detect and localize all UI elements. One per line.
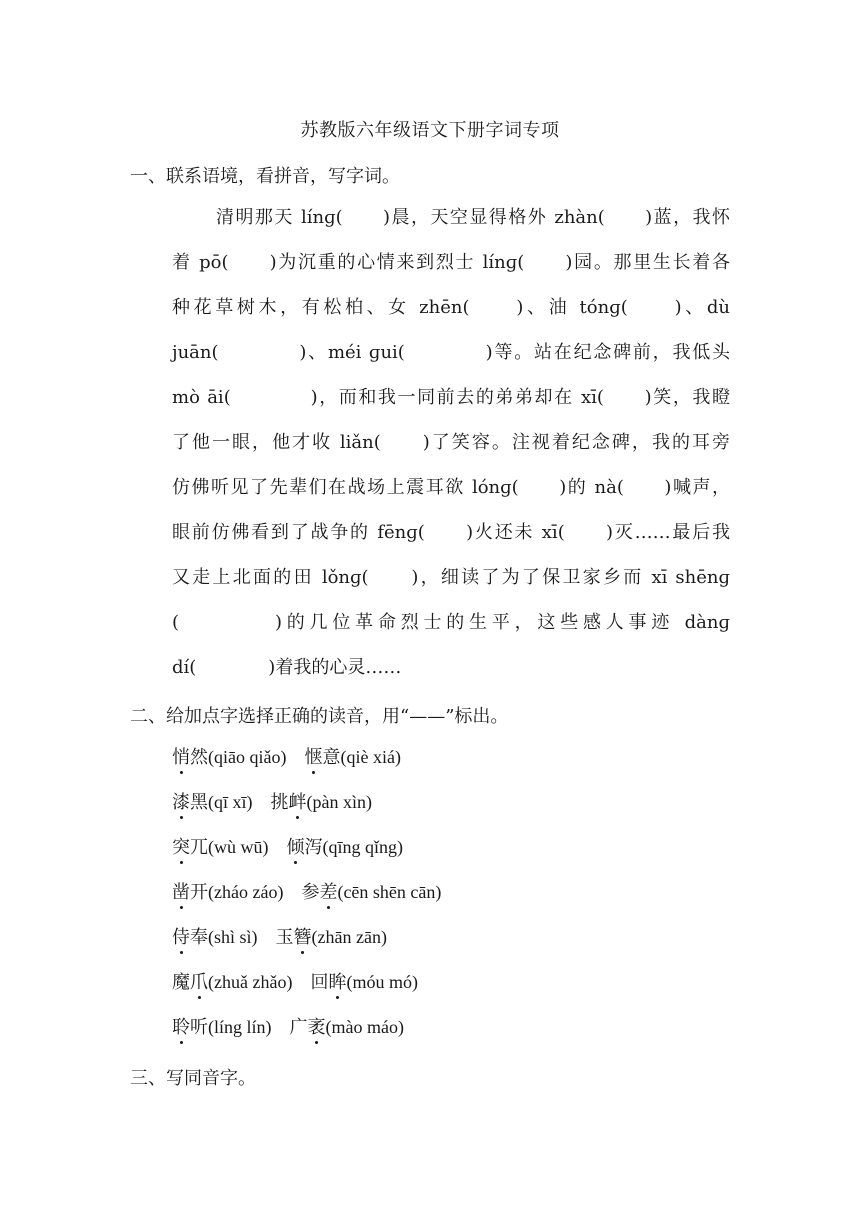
passage-line: 清明那天 línɡ( )晨，天空显得格外 zhàn( )蓝，我怀 [216, 207, 730, 228]
passage-line: 又走上北面的田 lǒnɡ( )，细读了为了保卫家乡而 xī shēnɡ [172, 567, 730, 588]
dotted-word-item [172, 923, 258, 949]
dotted-char: 衅 [289, 788, 307, 814]
passage-line: 着 pō( )为沉重的心情来到烈士 línɡ( )园。那里生长着各 [172, 252, 730, 273]
pinyin-options: (zhuǎ zhǎo) [208, 972, 293, 992]
word-part: 开 [190, 882, 208, 902]
dotted-word-item [304, 743, 400, 769]
word-part: 广 [289, 1017, 308, 1037]
dotted-word-item [172, 968, 292, 994]
dotted-word-item [172, 743, 286, 769]
dotted-char: 惬 [304, 743, 322, 769]
word-row [172, 968, 436, 994]
section1-heading: 一、联系语境，看拼音，写字词。 [130, 166, 400, 187]
passage-line: 仿佛听见了先辈们在战场上震耳欲 lónɡ( )的 nà( )喊声， [172, 477, 730, 498]
word-part: 回 [310, 972, 329, 992]
word-part: 玉 [275, 927, 294, 947]
dotted-word-item [271, 788, 372, 814]
dotted-char: 倾 [287, 833, 305, 859]
dotted-char: 聆 [172, 1013, 190, 1039]
section2-heading: 二、给加点字选择正确的读音，用“——”标出。 [130, 706, 509, 727]
word-part: 意 [322, 747, 341, 767]
dotted-char: 侍 [172, 923, 190, 949]
dotted-char: 簪 [294, 923, 312, 949]
dotted-char: 爪 [190, 968, 208, 994]
word-part: 魔 [172, 972, 190, 992]
pinyin-options: (pàn xìn) [306, 792, 372, 812]
pinyin-options: (wù wū) [208, 837, 269, 857]
dotted-char: 差 [319, 878, 337, 904]
word-row [172, 923, 405, 949]
dotted-word-item [172, 788, 253, 814]
dotted-word-item [301, 878, 441, 904]
word-part: 泻 [304, 837, 323, 857]
dotted-char: 漆 [172, 788, 190, 814]
pinyin-options: (qiāo qiǎo) [208, 747, 287, 767]
dotted-word-item [287, 833, 404, 859]
word-row [172, 743, 419, 769]
dotted-word-item [172, 833, 269, 859]
passage-line: ( )的几位革命烈士的生平，这些感人事迹 dànɡ [172, 612, 730, 633]
word-part: 挑 [270, 792, 289, 812]
pinyin-options: (móu mó) [346, 972, 418, 992]
word-part: 兀 [190, 837, 208, 857]
word-row [172, 833, 421, 859]
dotted-char: 凿 [172, 878, 190, 904]
word-part: 奉 [190, 927, 208, 947]
word-row [172, 878, 459, 904]
word-part: 参 [301, 882, 320, 902]
dotted-char: 突 [172, 833, 190, 859]
dotted-word-item [290, 1013, 404, 1039]
section3-heading: 三、写同音字。 [130, 1068, 256, 1089]
document-title: 苏教版六年级语文下册字词专项 [300, 120, 560, 141]
pinyin-options: (líng lín) [208, 1017, 272, 1037]
pinyin-options: (shì sì) [208, 927, 258, 947]
dotted-word-item [276, 923, 387, 949]
dotted-char: 眸 [328, 968, 346, 994]
dotted-word-item [172, 1013, 272, 1039]
word-part: 听 [190, 1017, 208, 1037]
word-part: 黑 [190, 792, 208, 812]
passage-line: 种花草树木，有松柏、女 zhēn( )、油 tónɡ( )、dù [172, 297, 730, 318]
dotted-char: 悄 [172, 743, 190, 769]
word-part: 然 [190, 747, 208, 767]
pinyin-options: (qī xī) [208, 792, 253, 812]
passage-line: juān( )、méi ɡui( )等。站在纪念碑前，我低头 [172, 342, 730, 363]
dotted-word-item [172, 878, 283, 904]
dotted-char: 袤 [308, 1013, 326, 1039]
passage-line: mò āi( )，而和我一同前去的弟弟却在 xī( )笑，我瞪 [172, 387, 730, 408]
pinyin-options: (mào máo) [325, 1017, 404, 1037]
dotted-word-item [310, 968, 418, 994]
passage-line: dí( )着我的心灵…… [172, 657, 402, 678]
pinyin-options: (qīng qǐng) [322, 837, 403, 857]
pinyin-options: (cēn shēn cān) [337, 882, 442, 902]
word-row [172, 1013, 422, 1039]
pinyin-options: (zháo záo) [208, 882, 284, 902]
word-row [172, 788, 390, 814]
passage-line: 眼前仿佛看到了战争的 fēnɡ( )火还未 xī( )灭……最后我 [172, 522, 730, 543]
pinyin-options: (qiè xiá) [340, 747, 401, 767]
passage-line: 了他一眼，他才收 liǎn( )了笑容。注视着纪念碑，我的耳旁 [172, 432, 730, 453]
pinyin-options: (zhān zān) [311, 927, 387, 947]
